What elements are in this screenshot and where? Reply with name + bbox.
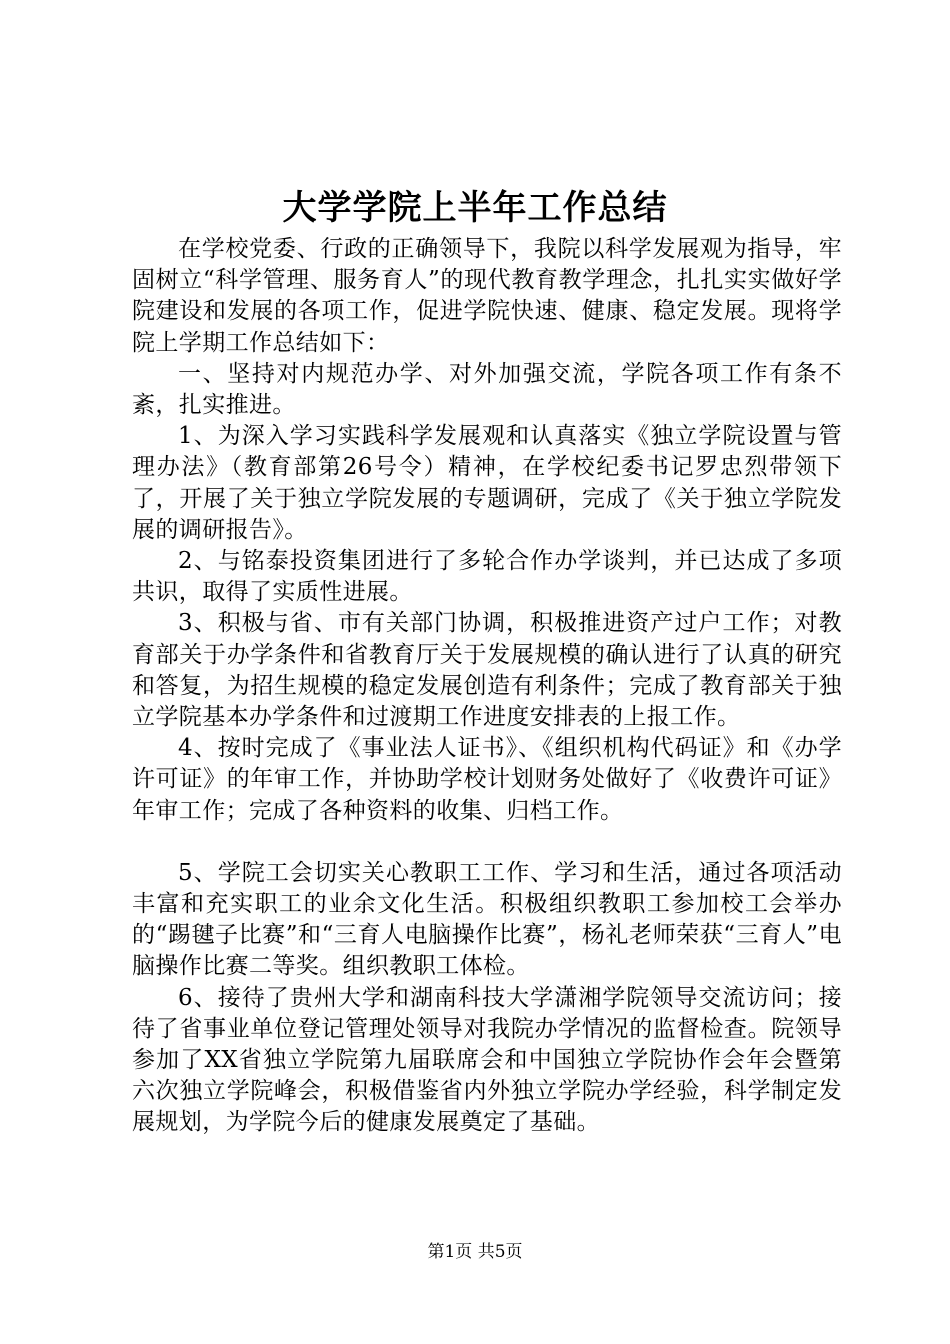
paragraph-item-2: 2、与铭泰投资集团进行了多轮合作办学谈判，并已达成了多项共识，取得了实质性进展。 [132, 548, 842, 606]
paragraph-item-6: 6、接待了贵州大学和湖南科技大学潇湘学院领导交流访问；接待了省事业单位登记管理处领导对我院办学情况的监督检查。院领导参加了XX省独立学院第九届联席会和中国独立学院协作会年会暨第六次独立学院峰会，积极借鉴省内外独立学院办学经验，科学制定发展规划，为学院今后的健康发展奠定了基础。 [132, 984, 842, 1136]
paragraph-intro: 在学校党委、行政的正确领导下，我院以科学发展观为指导，牢固树立“科学管理、服务育人”的现代教育教学理念，扎扎实实做好学院建设和发展的各项工作，促进学院快速、健康、稳定发展。现将学院上学期工作总结如下： [132, 236, 842, 356]
paragraph-item-1: 1、为深入学习实践科学发展观和认真落实《独立学院设置与管理办法》（教育部第26号令）精神，在学校纪委书记罗忠烈带领下了，开展了关于独立学院发展的专题调研，完成了《关于独立学院发展的调研报告》。 [132, 423, 842, 543]
paragraph-item-3: 3、积极与省、市有关部门协调，积极推进资产过户工作；对教育部关于办学条件和省教育厅关于发展规模的确认进行了认真的研究和答复，为招生规模的稳定发展创造有利条件；完成了教育部关于独立学院基本办学条件和过渡期工作进度安排表的上报工作。 [132, 610, 842, 731]
paragraph-section-1: 一、坚持对内规范办学、对外加强交流，学院各项工作有条不紊，扎实推进。 [132, 360, 842, 419]
document-title: 大学学院上半年工作总结 [282, 188, 668, 228]
paragraph-item-4: 4、按时完成了《事业法人证书》、《组织机构代码证》和《办学许可证》的年审工作，并协助学校计划财务处做好了《收费许可证》年审工作；完成了各种资料的收集、归档工作。 [132, 735, 842, 824]
blank-line [132, 827, 842, 858]
paragraph-item-5: 5、学院工会切实关心教职工工作、学习和生活，通过各项活动丰富和充实职工的业余文化生活。积极组织教职工参加校工会举办的“踢毽子比赛”和“三育人电脑操作比赛”，杨礼老师荣获“三育人”电脑操作比赛二等奖。组织教职工体检。 [132, 859, 842, 980]
page-footer: 第1页 共5页 [427, 1242, 523, 1262]
document-body [132, 234, 842, 1139]
